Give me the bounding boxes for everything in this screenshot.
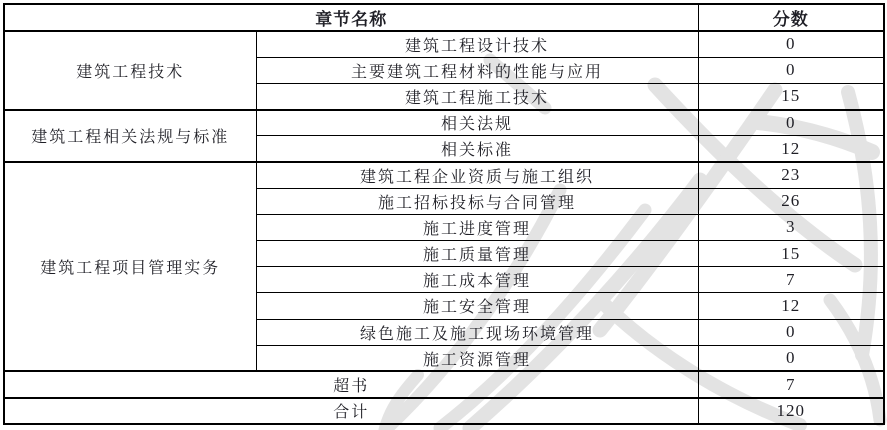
table-row xyxy=(4,162,884,188)
summary-row xyxy=(4,398,884,424)
score-cell: 0 xyxy=(698,57,884,83)
score-cell: 23 xyxy=(698,162,884,188)
chapter-cell: 施工成本管理 xyxy=(256,267,698,293)
chapter-cell: 建筑工程设计技术 xyxy=(256,31,698,57)
group-name-cell: 建筑工程相关法规与标准 xyxy=(4,110,256,162)
score-cell: 0 xyxy=(698,31,884,57)
summary-score-cell: 120 xyxy=(698,398,884,424)
chapter-cell: 建筑工程企业资质与施工组织 xyxy=(256,162,698,188)
chapter-cell: 施工资源管理 xyxy=(256,345,698,371)
summary-label-cell: 合计 xyxy=(4,398,698,424)
summary-row xyxy=(4,371,884,397)
chapter-score-table xyxy=(3,3,885,425)
score-cell: 12 xyxy=(698,293,884,319)
table-row xyxy=(4,31,884,57)
score-cell: 0 xyxy=(698,345,884,371)
header-row xyxy=(4,4,884,31)
score-cell: 12 xyxy=(698,136,884,162)
chapter-cell: 主要建筑工程材料的性能与应用 xyxy=(256,57,698,83)
group-name-cell: 建筑工程技术 xyxy=(4,31,256,110)
header-score: 分数 xyxy=(698,4,884,31)
score-cell: 0 xyxy=(698,319,884,345)
chapter-cell: 绿色施工及施工现场环境管理 xyxy=(256,319,698,345)
chapter-cell: 相关法规 xyxy=(256,110,698,136)
chapter-cell: 相关标准 xyxy=(256,136,698,162)
summary-score-cell: 7 xyxy=(698,371,884,397)
chapter-cell: 施工质量管理 xyxy=(256,241,698,267)
score-cell: 0 xyxy=(698,110,884,136)
chapter-cell: 建筑工程施工技术 xyxy=(256,83,698,109)
score-cell: 7 xyxy=(698,267,884,293)
score-cell: 3 xyxy=(698,214,884,240)
chapter-cell: 施工安全管理 xyxy=(256,293,698,319)
score-cell: 15 xyxy=(698,83,884,109)
table-row xyxy=(4,110,884,136)
group-name-cell: 建筑工程项目管理实务 xyxy=(4,162,256,372)
chapter-cell: 施工进度管理 xyxy=(256,214,698,240)
summary-label-cell: 超书 xyxy=(4,371,698,397)
score-cell: 26 xyxy=(698,188,884,214)
header-chapter-name: 章节名称 xyxy=(4,4,698,31)
chapter-cell: 施工招标投标与合同管理 xyxy=(256,188,698,214)
score-cell: 15 xyxy=(698,241,884,267)
